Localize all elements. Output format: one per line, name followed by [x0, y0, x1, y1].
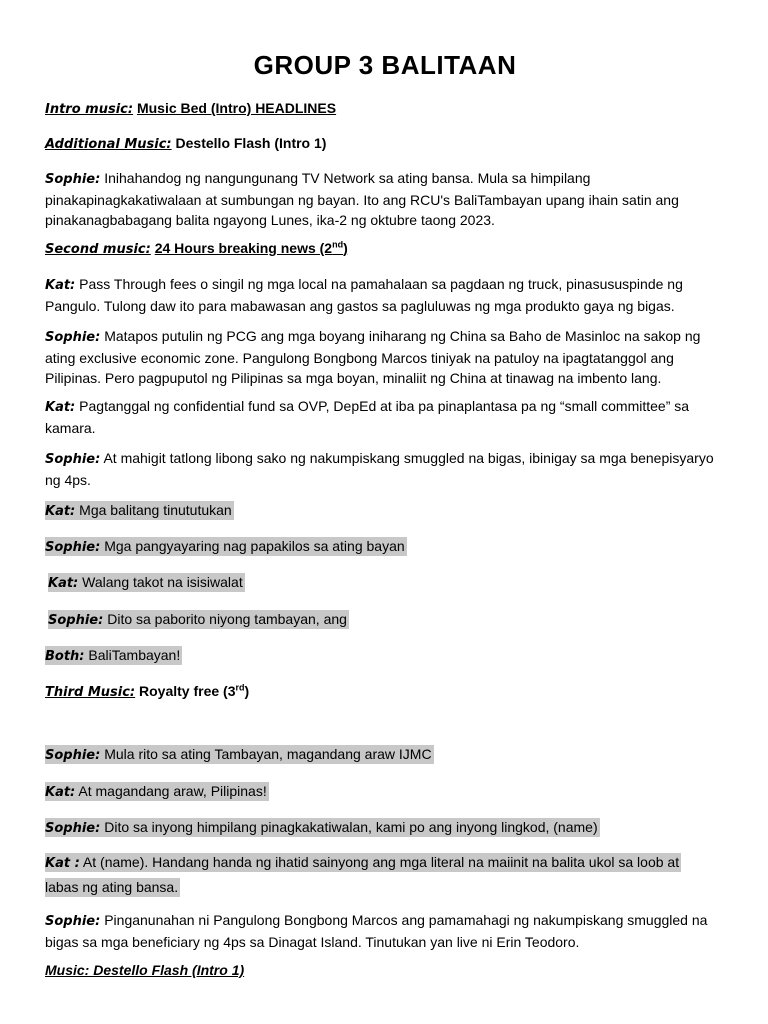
- cue-text: Music Bed (Intro) HEADLINES: [136, 100, 337, 116]
- dialogue-text: Pagtanggal ng confidential fund sa OVP, DepEd at iba pa pinaplantasa pa ng “small committee” sa kamara.: [45, 398, 690, 436]
- script-paragraph: [45, 910, 725, 952]
- dialogue-text: Mga pangyayaring nag papakilos sa ating bayan: [104, 538, 405, 554]
- script-paragraph: [45, 274, 725, 316]
- dialogue-text: BaliTambayan!: [88, 647, 181, 663]
- dialogue-text: Pass Through fees o singil ng mga local na pamahalaan sa pagdaan ng truck, pinasususpinde ng Pangulo. Tulong daw ito para mabawasan ang gastos sa pagluluwas ng mga produkto gaya ng bigas.: [45, 276, 683, 314]
- cue-text: Royalty free (3rd): [139, 682, 250, 699]
- speaker-label: Sophie:: [45, 748, 101, 763]
- script-paragraph: [45, 326, 725, 388]
- dialogue-text: Mula rito sa ating Tambayan, magandang araw IJMC: [104, 746, 432, 762]
- highlighted-line: [48, 609, 728, 631]
- dialogue-text: At (name). Handang handa ng ihatid sainyong ang mga literal na maiinit na balita ukol sa loob at: [82, 854, 680, 870]
- speaker-label: Sophie:: [48, 613, 104, 628]
- highlighted-line: [48, 572, 728, 594]
- cue-label: Third Music:: [45, 685, 136, 700]
- speaker-label: Kat:: [45, 400, 76, 415]
- speaker-label: Sophie:: [45, 172, 101, 187]
- speaker-label: Sophie:: [45, 914, 101, 929]
- dialogue-text: Pinganunahan ni Pangulong Bongbong Marcos ang pamamahagi ng nakumpiskang smuggled na bigas sa mga beneficiary ng 4ps sa Dinagat Island. Tinutukan yan live ni Erin Teodoro.: [45, 912, 708, 950]
- highlighted-line: [45, 744, 725, 766]
- additional-music-cue: [45, 133, 725, 155]
- second-music-cue: [45, 238, 725, 260]
- page-title: GROUP 3 BALITAAN: [253, 50, 517, 80]
- speaker-label: Sophie:: [45, 821, 101, 836]
- speaker-label: Kat:: [45, 278, 76, 293]
- dialogue-text: Inihahandog ng nangungunang TV Network sa ating bansa. Mula sa himpilang pinakapinagkakatiwalaan at sumbungan ng bayan. Ito ang RCU's BaliTambayan upang ihain satin ang pinakanagbabagang balita ngayong Lunes, ika-2 ng oktubre taong 2023.: [45, 170, 679, 228]
- speaker-label: Kat:: [45, 785, 76, 800]
- third-music-cue: [45, 681, 725, 703]
- cue-text: 24 Hours breaking news (2nd): [154, 239, 348, 256]
- script-paragraph: [45, 396, 725, 438]
- dialogue-text: Mga balitang tinututukan: [79, 502, 232, 518]
- speaker-label: Kat :: [45, 856, 80, 871]
- speaker-label: Sophie:: [45, 330, 101, 345]
- speaker-label: Both:: [45, 649, 85, 664]
- cue-label: Additional Music:: [45, 137, 172, 152]
- intro-music-cue: [45, 98, 725, 120]
- highlighted-line-continued: [45, 877, 725, 897]
- highlighted-line: [45, 781, 725, 803]
- speaker-label: Sophie:: [45, 540, 101, 555]
- dialogue-text: Dito sa paborito niyong tambayan, ang: [107, 611, 347, 627]
- highlighted-line: [45, 645, 725, 667]
- script-paragraph: [45, 448, 725, 490]
- dialogue-text: Dito sa inyong himpilang pinagkakatiwalan, kami po ang inyong lingkod, (name): [104, 819, 598, 835]
- dialogue-text: Matapos putulin ng PCG ang mga boyang iniharang ng China sa Baho de Masinloc na sakop ng ating exclusive economic zone. Pangulong Bongbong Marcos tiniyak na patuloy na ipagtatanggol ang Pilipinas. Pero pagpuputol ng Pilipinas sa mga boyan, minaliit ng China at tinawag na imbento lang.: [45, 328, 701, 386]
- final-music-cue: [45, 960, 725, 980]
- highlighted-line: [45, 817, 725, 839]
- cue-label: Second music:: [45, 242, 151, 257]
- speaker-label: Kat:: [48, 576, 79, 591]
- speaker-label: Kat:: [45, 504, 76, 519]
- dialogue-text: labas ng ating bansa.: [45, 879, 179, 895]
- highlighted-line: [45, 500, 725, 522]
- dialogue-text: At magandang araw, Pilipinas!: [78, 783, 267, 799]
- highlighted-line: [45, 536, 725, 558]
- cue-text: Destello Flash (Intro 1): [175, 135, 327, 151]
- script-paragraph: [45, 168, 725, 230]
- dialogue-text: Walang takot na isisiwalat: [82, 574, 243, 590]
- highlighted-line: [45, 852, 725, 874]
- speaker-label: Sophie:: [45, 452, 101, 467]
- cue-label: Intro music:: [45, 102, 134, 117]
- cue-text: Music: Destello Flash (Intro 1): [45, 962, 245, 978]
- dialogue-text: At mahigit tatlong libong sako ng nakumpiskang smuggled na bigas, ibinigay sa mga benepisyaryo ng 4ps.: [45, 450, 714, 488]
